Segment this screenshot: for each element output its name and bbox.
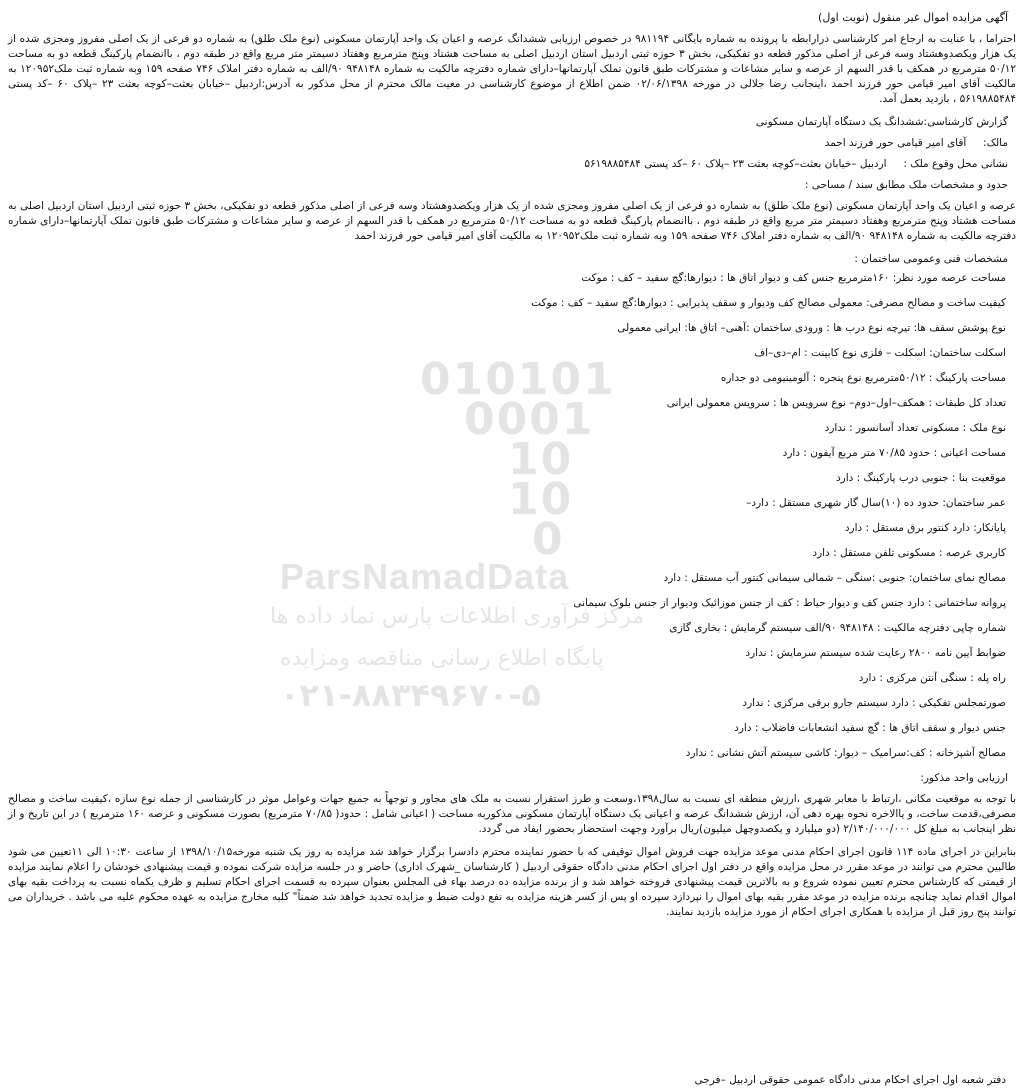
spec-row: نوع ملک : مسکونی تعداد آسانسور : ندارد [824,422,1006,434]
bounds-paragraph: عرصه و اعیان یک واحد آپارتمان مسکونی (نوع ملک طلق) به شماره دو فرعی از یک اصلی مفروز ومجزی شده از یک هزار ویکصدوهشتاد وسه فرعی از اصلی مذکور قطعه دو تفکیکی، بخش ۳ حوزه ثبتی اردبیل استان اردبیل اصلی به مساحت هشتاد وپنج مترمربع وهفتاد دسیمتر متر مربع واقع در طبقه دوم ، باانضمام پارکینگ قطعه دو به مساحت ۵۰/۱۲ مترمربع در همکف با قدر السهم از عرصه و سایر مشاعات و مشترکات طبق قانون تملک آپارتمانها–دارای شماره دفترچه مالکیت به شماره ۹۴۸۱۴۸ ۹۰/الف به شماره دفتر املاک ۷۴۶ صفحه ۱۵۹ وبه شماره ثبت ملک۱۲۰۹۵۲ به مالکیت آقای امیر قیامی حور فرزند احمد [8,200,1016,242]
valuation-heading: ارزیابی واحد مذکور: [920,772,1008,784]
valuation-paragraph: با توجه به موقعیت مکانی ،ارتباط با معابر شهری ،ارزش منطقه ای نسبت به سال۱۳۹۸،وسعت و طرز استقرار نسبت به ملک های مجاور و توجهاً به جمیع جهات وعوامل موثر در کارشناسی از جمله نوع سازه ،کیفیت ساخت و مصالح مصرفی،قدمت ساخت، و یاالاخره نحوه بهره دهی آن، ارزش ششدانگ عرصه و اعیانی یک دستگاه آپارتمان مسکونی مذکوربه مساحت ( اعیانی شامل : حدود( ۷۰/۸۵ مترمربع) بصورت مسکونی و عرصه ۱۶۰ مترمربع ) در این تاریخ و از نظر اینجانب به مبلغ کل ۲/۱۴۰/۰۰۰/۰۰۰ (دو میلیارد و یکصدوچهل میلیون)ریال برآورد وجهت استحضار بحضور ایفاد می گردد. [8,793,1016,835]
spec-row: جنس دیوار و سقف اتاق ها : گچ سفید انشعابات فاضلاب : دارد [734,722,1006,734]
spec-row: پایانکار: دارد کنتور برق مستقل : دارد [844,522,1006,534]
spec-row: ضوابط آیین نامه ۲۸۰۰ رعایت شده سیستم سرمایش : ندارد [745,647,1006,659]
spec-row: مساحت عرصه مورد نظر: ۱۶۰مترمربع جنس کف و دیوار اتاق ها : دیوارها:گچ سفید – کف : موکت [581,272,1006,284]
spec-row: نوع پوشش سقف ها: تیرچه نوع درب ها : ورودی ساختمان :آهنی– اتاق ها: ایرانی معمولی [617,322,1006,334]
address-line [8,157,1008,172]
watermark-binary-line: 0001 [464,394,595,445]
watermark-line-1: مرکز فرآوری اطلاعات پارس نماد داده ها [270,604,645,629]
spec-row: تعداد کل طبقات : همکف–اول–دوم– نوع سرویس ها : سرویس معمولی ایرانی [666,397,1006,409]
spec-row: عمر ساختمان: حدود ده (۱۰)سال گاز شهری مستقل : دارد– [746,497,1006,509]
specs-list [8,271,1016,771]
owner-label: مالک: [983,137,1008,149]
address-value: اردبیل –خیابان بعثت–کوچه بعثت ۲۳ –پلاک ۶۰ –کد پستی ۵۶۱۹۸۸۵۴۸۴ [584,158,887,170]
watermark-phone: ۰۲۱-۸۸۳۴۹۶۷۰-۵ [280,676,541,714]
watermark-binary-line: 10 [508,474,574,525]
spec-row: شماره چاپی دفترچه مالکیت : ۹۴۸۱۴۸ ۹۰/الف سیستم گرمایش : بخاری گازی [669,622,1006,634]
address-label: نشانی محل وقوع ملک : [903,158,1008,170]
spec-row: کیفیت ساخت و مصالح مصرفی: معمولی مصالح کف ودیوار و سقف پذیرایی : دیوارها:گچ سفید – کف : موکت [531,297,1006,309]
spec-row: مساحت اعیانی : حدود ۷۰/۸۵ متر مربع آیفون : دارد [782,447,1006,459]
watermark-binary-line: 10 [508,434,574,485]
bounds-heading: حدود و مشخصات ملک مطابق سند / مساحی : [804,179,1008,191]
watermark-binary-line: 0 [532,514,565,565]
issuing-office-footer: دفتر شعبه اول اجرای احکام مدنی دادگاه عمومی حقوقی اردبیل –فرجی [694,1074,1006,1086]
watermark-brand: ParsNamadData [280,556,570,597]
spec-row: کاربری عرصه : مسکونی تلفن مستقل : دارد [812,547,1006,559]
report-heading: گزارش کارشناسی:ششدانگ یک دستگاه آپارتمان مسکونی [755,116,1008,128]
spec-row: اسکلت ساختمان: اسکلت – فلزی نوع کابینت : ام–دی–اف [754,347,1006,359]
spec-row: پروانه ساختمانی : دارد جنس کف و دیوار حیاط : کف از جنس موزائیک ودیوار از جنس بلوک سیمانی [573,597,1006,609]
spec-row: صورتمجلس تفکیکی : دارد سیستم جارو برقی مرکزی : ندارد [742,697,1006,709]
spec-row: موقعیت بنا : جنوبی درب پارکینگ : دارد [836,472,1006,484]
notice-title: آگهی مزایده اموال غیر منقول (نوبت اول) [818,11,1008,24]
intro-paragraph: احتراما ، با عنایت به ارجاع امر کارشناسی درارابطه با پرونده به شماره بایگانی ۹۸۱۱۹۴ در خصوص ارزیابی ششدانگ عرصه و اعیان یک واحد آپارتمان مسکونی (نوع ملک طلق) به شماره دو فرعی از یک اصلی مفروز ومجزی شده از یک هزار ویکصدوهشتاد وسه فرعی از اصلی مذکور قطعه دو تفکیکی، بخش ۳ حوزه ثبتی اردبیل استان اردبیل اصلی به مساحت هشتاد وپنج مترمربع وهفتاد دسیمتر متر مربع واقع در طبقه دوم ، باانضمام پارکینگ قطعه دو به مساحت ۵۰/۱۲ مترمربع در همکف با قدر السهم از عرصه و سایر مشاعات و مشترکات طبق قانون تملک آپارتمانها–دارای شماره دفترچه مالکیت به شماره ۹۴۸۱۴۸ ۹۰/الف به شماره دفتر املاک ۷۴۶ صفحه ۱۵۹ وبه شماره ثبت ملک۱۲۰۹۵۲ به مالکیت آقای امیر قیامی حور فرزند احمد ،اینجانب رضا جلالی در مورخه ۰۲/۰۶/۱۳۹۸ ضمن اطلاع از موضوع کارشناسی در معیت مالک محترم از محل مذکور به آدرس:اردبیل –خیابان بعثت–کوچه بعثت ۲۳ –پلاک ۶۰ –کد پستی ۵۶۱۹۸۸۵۴۸۴ ، بازدید بعمل آمد. [8,33,1017,105]
spec-row: مصالح نمای ساختمان: جنوبی :سنگی – شمالی سیمانی کنتور آب مستقل : دارد [663,572,1006,584]
spec-row: راه پله : سنگی آنتن مرکزی : دارد [858,672,1006,684]
owner-value: آقای امیر قیامی حور فرزند احمد [824,137,967,149]
watermark-line-2: پایگاه اطلاع رسانی مناقصه ومزایده [280,646,604,671]
watermark-binary-line: 010101 [420,354,616,405]
spec-row: مصالح آشپزخانه : کف:سرامیک – دیوار: کاشی سیستم آتش نشانی : ندارد [685,747,1006,759]
spec-row: مساحت پارکینگ : ۵۰/۱۲مترمربع نوع پنجره : آلومینیومی دو جداره [720,372,1006,384]
specs-heading: مشخصات فنی وعمومی ساختمان : [854,253,1008,265]
owner-line [8,136,1008,151]
auction-terms-paragraph: بنابراین در اجرای ماده ۱۱۴ قانون اجرای احکام مدنی موعد مزایده جهت فروش اموال توقیفی که با حضور نماینده محترم دادسرا برگزار خواهد شد مزایده به روز یک شنبه مورخه۱۳۹۸/۱۰/۱۵ از ساعت ۱۰:۳۰ الی ۱۱تعیین می شود طالبین محترم می توانند در موعد مقرر در محل مزایده واقع در دفتر اول اجرای احکام مدنی دادگاه حقوقی اردبیل ( کارشناسان _شهرک اداری) حاضر و در جلسه مزایده شرکت نموده و قیمت پیشنهادی خودشان را اعلام نمایند مزایده از قیمتی که کارشناس محترم تعیین نموده شروع و به بالاترین قیمت پیشنهادی فروخته خواهد شد و از برنده مزایده ده درصد بهاء فی المجلس بعنوان سپرده به قسمت اجرای احکام تسلیم و ظرف یکماه نسبت به پرداخت بقیه بهای اموال اقدام نماید چنانچه برنده مزایده در موعد مقرر بقیه بهای اموال را نپردازد سپرده او پس از کسر هزینه مزایده به نفع دولت ضبط و مزایده تجدید خواهد شد ضمناً" کلیه مخارج مزایده به عهده محکوم علیه می باشد . خریداران می توانند پنج روز قبل از مزایده با همکاری اجرای احکام از مورد مزایده بازدید نمایند. [8,846,1017,918]
